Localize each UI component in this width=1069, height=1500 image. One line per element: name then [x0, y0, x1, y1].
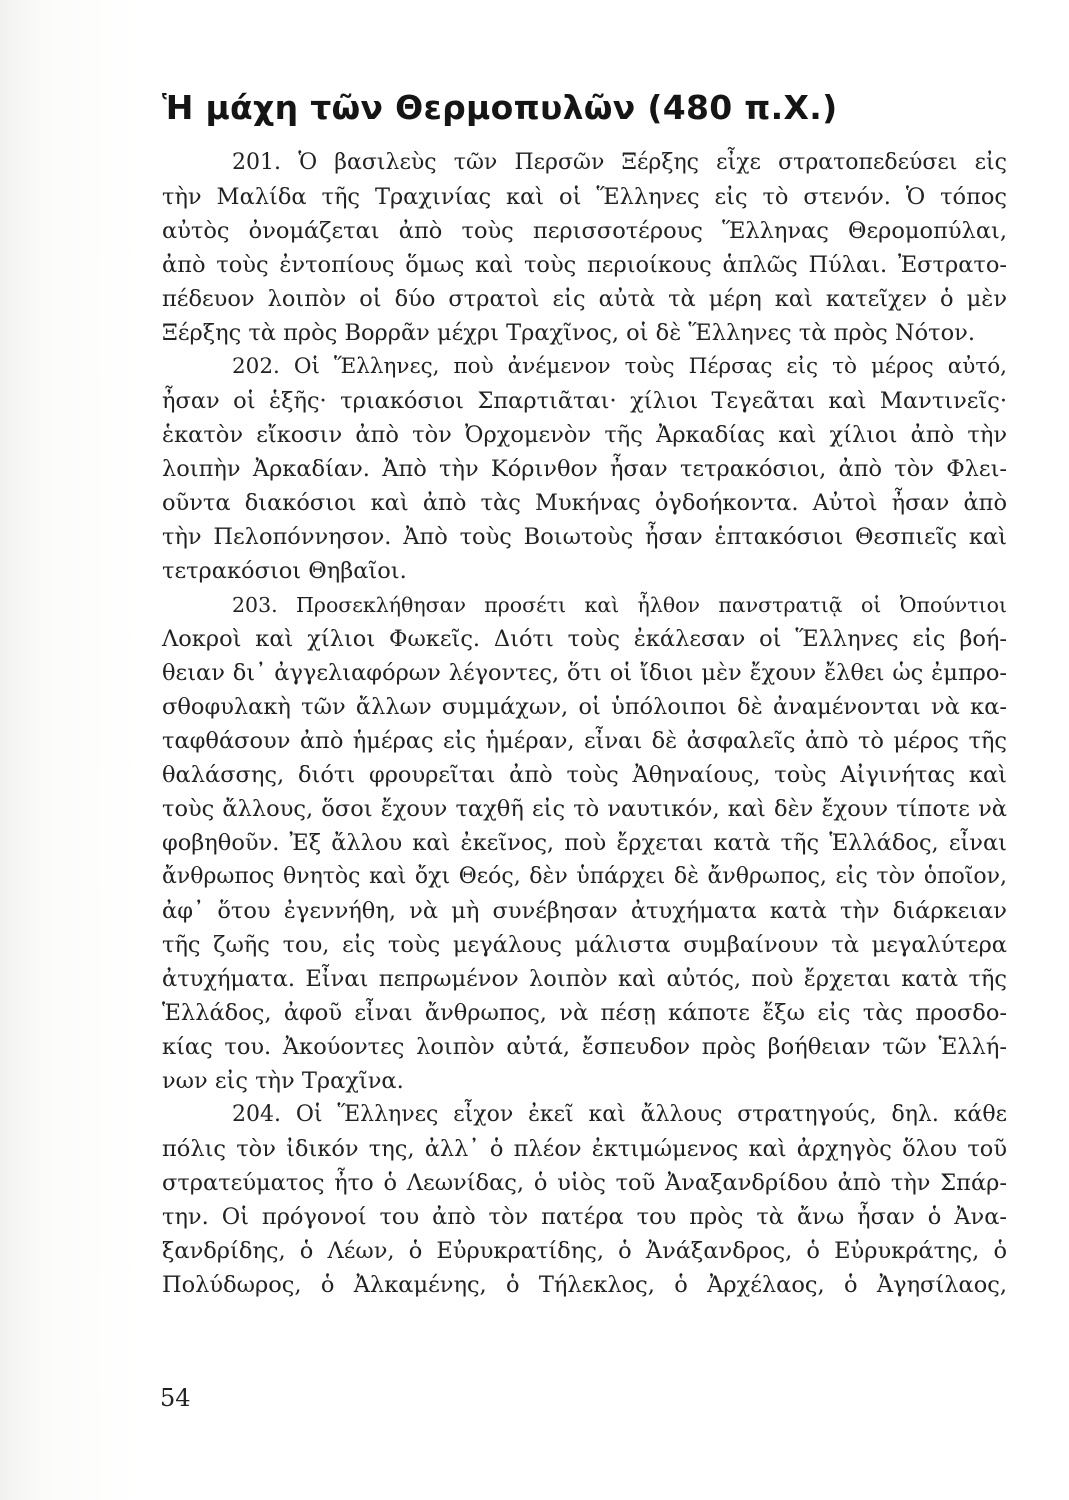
text-line: τὴν Πελοπόννησον. Ἀπὸ τοὺς Βοιωτοὺς ἦσαν ἑπτακόσιοι Θεσπιεῖς καὶ	[162, 524, 1007, 550]
text-line: τῆς ζωῆς του, εἰς τοὺς μεγάλους μάλιστα συμβαίνουν τὰ μεγαλύτερα	[162, 932, 1007, 958]
text-line: νων εἰς τὴν Τραχῖνα.	[162, 1068, 404, 1094]
paragraph-203	[162, 588, 1007, 1098]
paragraph-201	[162, 146, 1007, 350]
text-line: οῦντα διακόσιοι καὶ ἀπὸ τὰς Μυκήνας ὀγδοήκοντα. Αὐτοὶ ἦσαν ἀπὸ	[162, 490, 1007, 516]
text-line: σθοφυλακὴ τῶν ἄλλων συμμάχων, οἱ ὑπόλοιποι δὲ ἀναμένονται νὰ κα-	[162, 694, 1007, 720]
paragraph-202	[162, 350, 1007, 588]
text-line: πόλις τὸν ἰδικόν της, ἀλλ᾽ ὁ πλέον ἐκτιμώμενος καὶ ἀρχηγὸς ὅλου τοῦ	[162, 1136, 1007, 1162]
text-line: λοιπὴν Ἀρκαδίαν. Ἀπὸ τὴν Κόρινθον ἦσαν τετρακόσιοι, ἀπὸ τὸν Φλει-	[162, 456, 1007, 482]
text-line: την. Οἱ πρόγονοί του ἀπὸ τὸν πατέρα του πρὸς τὰ ἄνω ἦσαν ὁ Ἀνα-	[162, 1204, 1007, 1230]
text-line: ἀτυχήματα. Εἶναι πεπρωμένον λοιπὸν καὶ αὐτός, ποὺ ἔρχεται κατὰ τῆς	[162, 966, 1007, 992]
text-line: ἑκατὸν εἴκοσιν ἀπὸ τὸν Ὀρχομενὸν τῆς Ἀρκαδίας καὶ χίλιοι ἀπὸ τὴν	[162, 422, 1007, 448]
text-line: ἦσαν οἱ ἑξῆς· τριακόσιοι Σπαρτιᾶται· χίλιοι Τεγεᾶται καὶ Μαντινεῖς·	[162, 388, 1007, 414]
text-line: 202. Οἱ Ἕλληνες, ποὺ ἀνέμενον τοὺς Πέρσας εἰς τὸ μέρος αὐτό,	[232, 354, 1007, 379]
text-line: κίας του. Ἀκούοντες λοιπὸν αὐτά, ἔσπευδον πρὸς βοήθειαν τῶν Ἑλλή-	[162, 1034, 1007, 1060]
text-line: 204. Οἱ Ἕλληνες εἶχον ἐκεῖ καὶ ἄλλους στρατηγούς, δηλ. κάθε	[232, 1102, 1007, 1127]
paragraph-204	[162, 1098, 1007, 1302]
text-line: αὐτὸς ὀνομάζεται ἀπὸ τοὺς περισσοτέρους Ἕλληνας Θερομοπύλαι,	[162, 218, 1007, 244]
text-line: 201. Ὁ βασιλεὺς τῶν Περσῶν Ξέρξης εἶχε στρατοπεδεύσει εἰς	[232, 150, 1007, 175]
text-line: Πολύδωρος, ὁ Ἀλκαμένης, ὁ Τήλεκλος, ὁ Ἀρχέλαος, ὁ Ἀγησίλαος,	[162, 1272, 1007, 1298]
text-line: ξανδρίδης, ὁ Λέων, ὁ Εὐρυκρατίδης, ὁ Ἀνάξανδρος, ὁ Εὐρυκράτης, ὁ	[162, 1238, 1007, 1264]
text-line: θειαν δι᾽ ἀγγελιαφόρων λέγοντες, ὅτι οἱ ἴδιοι μὲν ἔχουν ἔλθει ὡς ἐμπρο-	[162, 660, 1007, 686]
text-line: ἀφ᾽ ὅτου ἐγεννήθη, νὰ μὴ συνέβησαν ἀτυχήματα κατὰ τὴν διάρκειαν	[162, 898, 1007, 924]
body-text	[162, 146, 1007, 1302]
text-line: 203. Προσεκλήθησαν προσέτι καὶ ἦλθον πανστρατιᾷ οἱ Ὀπούντιοι	[232, 593, 1007, 617]
text-line: θαλάσσης, διότι φρουρεῖται ἀπὸ τοὺς Ἀθηναίους, τοὺς Αἰγινήτας καὶ	[162, 762, 1007, 788]
text-line: Ξέρξης τὰ πρὸς Βορρᾶν μέχρι Τραχῖνος, οἱ δὲ Ἕλληνες τὰ πρὸς Νότον.	[162, 320, 975, 346]
page-title: Ἡ μάχη τῶν Θερμοπυλῶν (480 π.Χ.)	[162, 88, 838, 127]
page-number: 54	[160, 1384, 191, 1412]
text-line: ἄνθρωπος θνητὸς καὶ ὄχι Θεός, δὲν ὑπάρχει δὲ ἄνθρωπος, εἰς τὸν ὁποῖον,	[162, 864, 1007, 889]
text-line: τὴν Μαλίδα τῆς Τραχινίας καὶ οἱ Ἕλληνες εἰς τὸ στενόν. Ὁ τόπος	[162, 184, 1007, 210]
text-line: στρατεύματος ἦτο ὁ Λεωνίδας, ὁ υἱὸς τοῦ Ἀναξανδρίδου ἀπὸ τὴν Σπάρ-	[162, 1170, 1007, 1196]
text-line: τοὺς ἄλλους, ὅσοι ἔχουν ταχθῆ εἰς τὸ ναυτικόν, καὶ δὲν ἔχουν τίποτε νὰ	[162, 796, 1007, 822]
text-line: φοβηθοῦν. Ἐξ ἄλλου καὶ ἐκεῖνος, ποὺ ἔρχεται κατὰ τῆς Ἑλλάδος, εἶναι	[162, 830, 1007, 856]
text-line: τετρακόσιοι Θηβαῖοι.	[162, 558, 407, 584]
text-line: Ἑλλάδος, ἀφοῦ εἶναι ἄνθρωπος, νὰ πέσῃ κάποτε ἔξω εἰς τὰς προσδο-	[162, 1000, 1007, 1026]
text-line: ἀπὸ τοὺς ἐντοπίους ὅμως καὶ τοὺς περιοίκους ἁπλῶς Πύλαι. Ἐστρατο-	[162, 252, 1007, 278]
text-line: ταφθάσουν ἀπὸ ἡμέρας εἰς ἡμέραν, εἶναι δὲ ἀσφαλεῖς ἀπὸ τὸ μέρος τῆς	[162, 728, 1007, 754]
text-line: πέδευον λοιπὸν οἱ δύο στρατοὶ εἰς αὐτὰ τὰ μέρη καὶ κατεῖχεν ὁ μὲν	[162, 286, 1007, 312]
text-line: Λοκροὶ καὶ χίλιοι Φωκεῖς. Διότι τοὺς ἐκάλεσαν οἱ Ἕλληνες εἰς βοή-	[162, 626, 1007, 652]
